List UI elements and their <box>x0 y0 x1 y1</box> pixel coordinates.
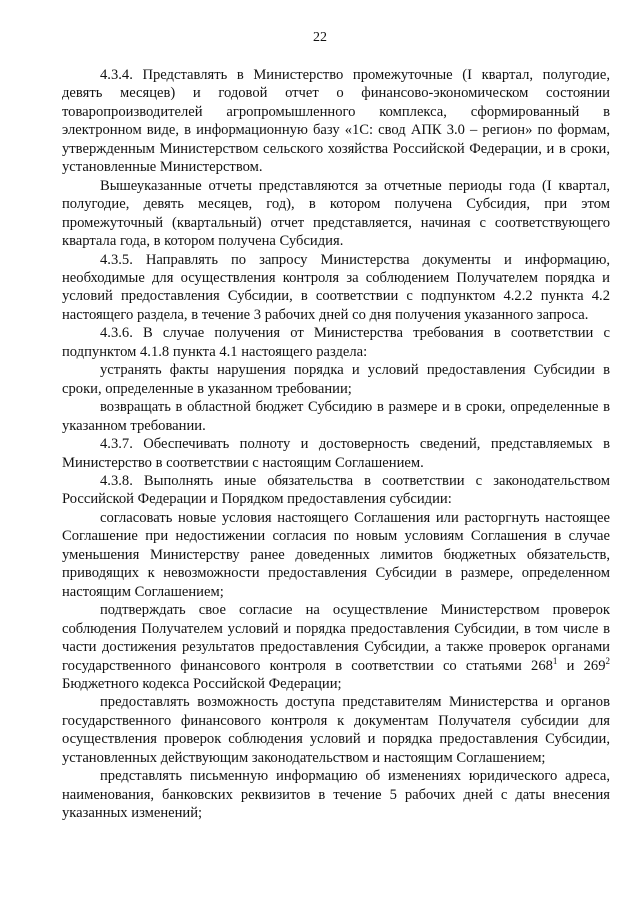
paragraph-report-changes: представлять письменную информацию об изменениях юридического адреса, наименования, банковских реквизитов в течение 5 рабочих дней с даты внесения указанных изменений; <box>62 768 610 822</box>
paragraph-agree-new-terms: согласовать новые условия настоящего Соглашения или расторгнуть настоящее Соглашение при недостижении согласия по новым условиям Соглашения в случае уменьшения Министерству ранее доведенных лимитов бюджетных обязательств, приводящих к невозможности предоставления Субсидии в размере, определенном настоящим Соглашением; <box>62 509 610 600</box>
paragraph-provide-access: предоставлять возможность доступа представителям Министерства и органов государственного финансового контроля к документам Получателя субсидии для осуществления проверок соблюдения условий и порядка предоставления Субсидии, установленных действующим законодательством и настоящим Соглашением; <box>62 694 610 766</box>
article-superscript-2: 2 <box>605 655 610 666</box>
document-body <box>62 66 610 823</box>
confirm-audits-text-c: Бюджетного кодекса Российской Федерации; <box>62 675 342 692</box>
paragraph-reports-periods: Вышеуказанные отчеты представляются за отчетные периоды года (I квартал, полугодие, девять месяцев, год), в котором получена Субсидия, при этом промежуточный (квартальный) отчет представляется, начиная с соответствующего квартала года, в котором получена Субсидия. <box>62 177 610 250</box>
paragraph-eliminate-violations: устранять факты нарушения порядка и условий предоставления Субсидии в сроки, определенные в указанном требовании; <box>62 362 610 397</box>
paragraph-confirm-audits <box>62 601 610 693</box>
confirm-audits-text-a: подтверждать свое согласие на осуществление Министерством проверок соблюдения Получателем условий и порядка предоставления Субсидии, в том числе в части достижения результатов предоставления Субсидии, а также проверок органами государственного финансового контроля в соответствии со статьями 268 <box>62 602 610 674</box>
paragraph-return-subsidy: возвращать в областной бюджет Субсидию в размере и в сроки, определенные в указанном требовании. <box>62 399 610 434</box>
paragraph-4-3-4: 4.3.4. Представлять в Министерство промежуточные (I квартал, полугодие, девять месяцев) и годовой отчет о финансово-экономическом состоянии товаропроизводителей агропромышленного комплекса, сформированный в электронном виде, в информационную базу «1С: свод АПК 3.0 – регион» по формам, утвержденным Министерством сельского хозяйства Российской Федерации, и в сроки, установленные Министерством. <box>62 67 610 176</box>
paragraph-4-3-7: 4.3.7. Обеспечивать полноту и достоверность сведений, представляемых в Министерство в соответствии с настоящим Соглашением. <box>62 436 610 471</box>
paragraph-4-3-8: 4.3.8. Выполнять иные обязательства в соответствии с законодательством Российской Федерации и Порядком предоставления субсидии: <box>62 472 610 508</box>
page-number: 22 <box>313 30 327 45</box>
paragraph-4-3-6: 4.3.6. В случае получения от Министерства требования в соответствии с подпунктом 4.1.8 пункта 4.1 настоящего раздела: <box>62 325 610 360</box>
paragraph-4-3-5: 4.3.5. Направлять по запросу Министерства документы и информацию, необходимые для осуществления контроля за соблюдением Получателем порядка и условий предоставления Субсидии, в соответствии с подпунктом 4.2.2 пункта 4.2 настоящего раздела, в течение 3 рабочих дней со дня получения указанного запроса. <box>62 251 610 323</box>
article-superscript-1: 1 <box>552 655 558 666</box>
confirm-audits-text-b: и 269 <box>557 657 606 674</box>
